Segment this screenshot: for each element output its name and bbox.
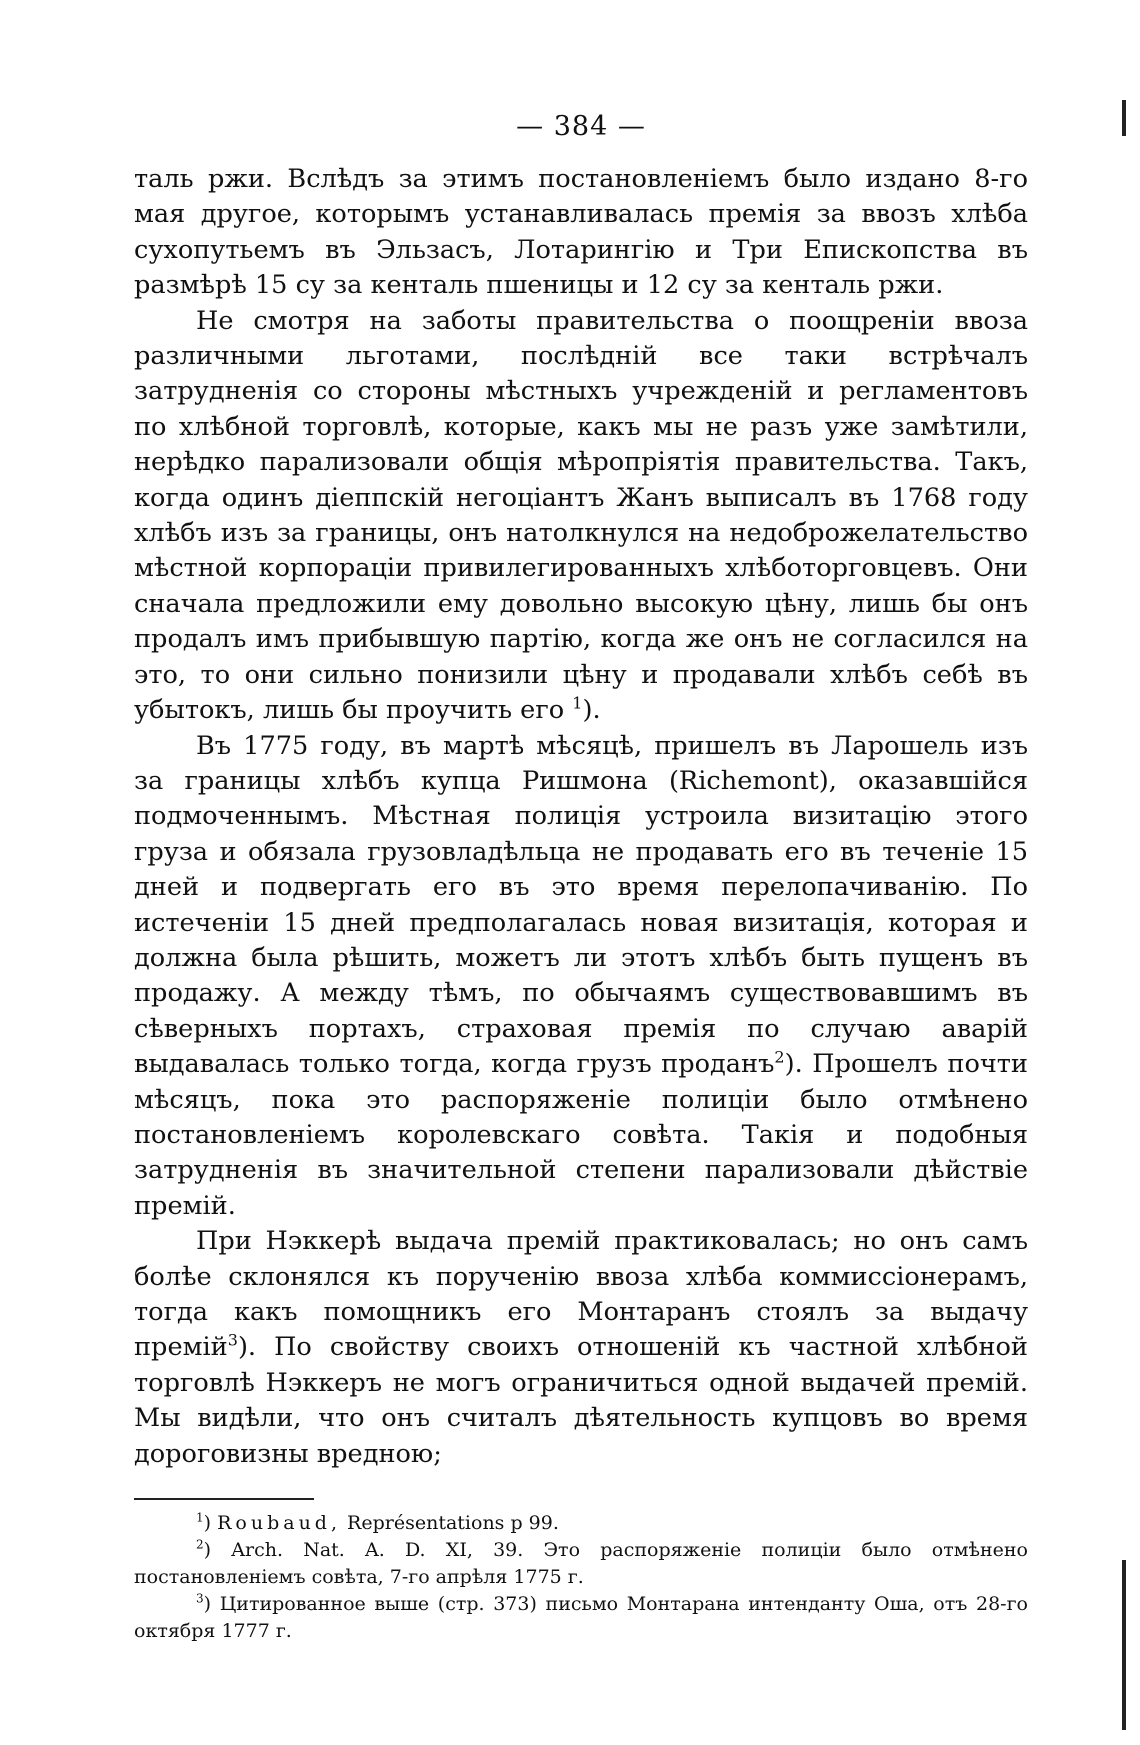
paragraph-3-cont: Прошелъ почти мѣсяцъ, пока это распоряженіе полиціи было отмѣнено постановленіемъ королевскаго совѣта. Такія и подобныя затрудненія въ значительной степени парализовали дѣйствіе премій. (134, 1049, 1028, 1221)
paragraph-3 (134, 729, 1028, 1225)
page-number: — 384 — (516, 111, 646, 142)
paragraph-4-cont: По свойству своихъ отношеній къ частной хлѣбной торговлѣ Нэккеръ не могъ ограничиться одной выдачей премій. Мы видѣли, что онъ считалъ дѣятельность купцовъ во время дороговизны вредною; (134, 1332, 1028, 1469)
paragraph-2-text: Не смотря на заботы правительства о поощреніи ввоза различными льготами, послѣдній все таки встрѣчалъ затрудненія со стороны мѣстныхъ учрежденій и регламентовъ по хлѣбной торговлѣ, которые, какъ мы не разъ уже замѣтили, нерѣдко парализовали общія мѣропріятія правительства. Такъ, когда одинъ діеппскій негоціантъ Жанъ выписалъ въ 1768 году хлѣбъ изъ за границы, онъ натолкнулся на недоброжелательство мѣстной корпораціи привилегированныхъ хлѣботорговцевъ. Они сначала предложили ему довольно высокую цѣну, лишь бы онъ продалъ имъ прибывшую партію, когда же онъ не согласился на это, то они сильно понизили цѣну и продавали хлѣбъ себѣ въ убытокъ, лишь бы проучить его (134, 305, 1028, 726)
scan-edge-mark-bottom (1122, 1560, 1126, 1730)
scan-edge-mark-top (1122, 100, 1126, 136)
paragraph-2 (134, 304, 1028, 729)
paragraph-3-end: ). (784, 1049, 803, 1080)
footnote-divider (134, 1498, 314, 1500)
footnote-ref-2: 2 (774, 1047, 785, 1067)
page (134, 110, 1028, 1645)
footnote-ref-1: 1 (572, 693, 583, 713)
body-text (134, 162, 1028, 1472)
footnote-2-text: Arch. Nat. A. D. XI, 39. Это распоряженіе полиціи было отмѣнено постановленіемъ совѣта, 7-го апрѣля 1775 г. (134, 1539, 1028, 1589)
footnote-1-mark: 1 (196, 1510, 204, 1525)
paragraph-1: таль ржи. Вслѣдъ за этимъ постановленіемъ было издано 8-го мая другое, которымъ устанавливалась премія за ввозъ хлѣба сухопутьемъ въ Эльзасъ, Лотарингію и Три Епископства въ размѣрѣ 15 су за кенталь пшеницы и 12 су за кенталь ржи. (134, 164, 1028, 301)
footnote-1-text: Représentations p 99. (341, 1512, 559, 1535)
paragraph-4 (134, 1224, 1028, 1472)
footnote-ref-3: 3 (227, 1330, 238, 1350)
footnote-1-author: Roubaud, (217, 1512, 342, 1535)
paragraph-4-text: При Нэккерѣ выдача премій практиковалась; но онъ самъ болѣе склонялся къ порученію ввоза хлѣба коммиссіонерамъ, тогда какъ помощникъ его Монтаранъ стоялъ за выдачу премій (134, 1226, 1028, 1363)
paragraph-2-end: ). (582, 695, 601, 726)
footnote-2: $^2$) Arch. Nat. A. D. XI, 39. Это распоряженіе полиціи было отмѣнено постановленіемъ совѣта, 7-го апрѣля 1775 г. (134, 1537, 1028, 1589)
footnote-3-text: Цитированное выше (стр. 373) письмо Монтарана интенданту Оша, отъ 28-го октября 1777 г. (134, 1593, 1028, 1643)
footnote-2-mark: 2 (196, 1537, 204, 1552)
paragraph-3-text: Въ 1775 году, въ мартѣ мѣсяцѣ, пришелъ въ Ларошель изъ за границы хлѣбъ купца Ришмона (Richemont), оказавшійся подмоченнымъ. Мѣстная полиція устроила визитацію этого груза и обязала грузовладѣльца не продавать его въ теченіе 15 дней и подвергать его въ это время перелопачиванію. По истеченіи 15 дней предполагалась новая визитація, которая и должна была рѣшить, можетъ ли этотъ хлѣбъ быть пущенъ въ продажу. А между тѣмъ, по обычаямъ существовавшимъ въ сѣверныхъ портахъ, страховая премія по случаю аварій выдавалась только тогда, когда грузъ проданъ (134, 730, 1028, 1080)
footnotes (134, 1510, 1028, 1645)
footnote-1: $^1$) Roubaud, Représentations p 99. (196, 1510, 559, 1535)
footnote-3-mark: 3 (196, 1591, 204, 1606)
footnote-3: $^3$) Цитированное выше (стр. 373) письмо Монтарана интенданту Оша, отъ 28-го октября 1777 г. (134, 1591, 1028, 1643)
paragraph-4-end: ). (237, 1332, 257, 1363)
